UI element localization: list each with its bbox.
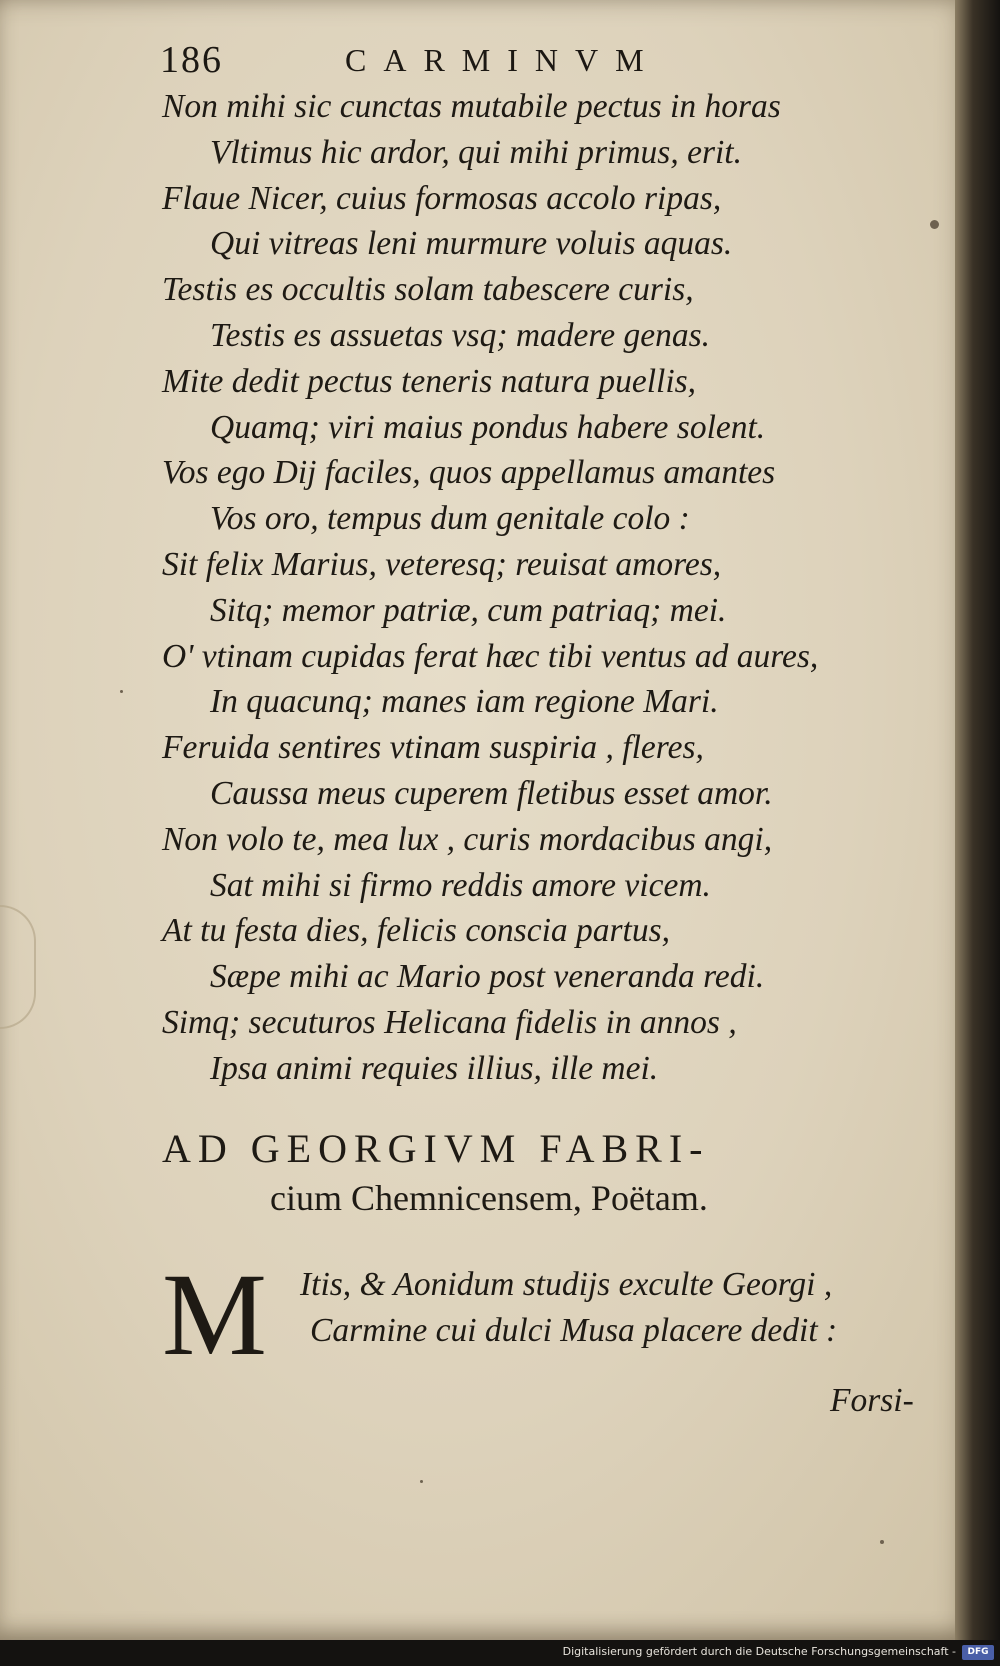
book-gutter — [955, 0, 1000, 1640]
dfg-logo: DFG — [962, 1645, 994, 1660]
poem-line: Vos oro, tempus dum genitale colo : — [210, 500, 690, 538]
poem-line: At tu festa dies, felicis conscia partus, — [162, 912, 671, 950]
poem-line: Sit felix Marius, veteresq; reuisat amores, — [162, 545, 722, 583]
paper-fleck — [930, 220, 939, 229]
poem-line: Caussa meus cuperem fletibus esset amor. — [210, 774, 773, 812]
page-tab-mark — [0, 905, 36, 1029]
poem-line: Vos ego Dij faciles, quos appellamus amantes — [162, 454, 776, 492]
digitization-footer — [0, 1640, 1000, 1666]
paper-fleck — [420, 1480, 423, 1483]
drop-cap: M — [162, 1249, 267, 1380]
page-header — [160, 38, 720, 81]
next-poem-line-1: Itis, & Aonidum studijs exculte Georgi , — [300, 1266, 833, 1303]
poem-line: Feruida sentires vtinam suspiria , fleres, — [162, 729, 704, 767]
running-head: CARMINVM — [345, 42, 661, 78]
poem-line: Sitq; memor patriæ, cum patriaq; mei. — [210, 591, 727, 629]
poem-line: Qui vitreas leni murmure voluis aquas. — [210, 225, 733, 263]
poem-line: Vltimus hic ardor, qui mihi primus, erit. — [210, 133, 742, 171]
poem-body — [162, 84, 902, 1092]
poem-line: Flaue Nicer, cuius formosas accolo ripas, — [162, 179, 722, 217]
poem-line: In quacunq; manes iam regione Mari. — [210, 683, 719, 721]
next-poem-opening — [162, 1249, 922, 1382]
next-poem-line-2: Carmine cui dulci Musa placere dedit : — [310, 1312, 838, 1349]
page-number: 186 — [160, 39, 223, 81]
poem-line: Testis es occultis solam tabescere curis, — [162, 271, 694, 309]
poem-line: Sat mihi si firmo reddis amore vicem. — [210, 866, 711, 904]
poem-line: Quamq; viri maius pondus habere solent. — [210, 408, 766, 446]
paper-fleck — [880, 1540, 884, 1544]
poem-line: Testis es assuetas vsq; madere genas. — [210, 316, 710, 354]
paper-fleck — [120, 690, 123, 693]
poem-line: Non mihi sic cunctas mutabile pectus in horas — [162, 88, 781, 125]
poem-line: Non volo te, mea lux , curis mordacibus angi, — [162, 820, 773, 858]
poem-line: Mite dedit pectus teneris natura puellis, — [162, 362, 697, 400]
poem-line: Ipsa animi requies illius, ille mei. — [210, 1049, 659, 1087]
poem-line: Simq; secuturos Helicana fidelis in annos , — [162, 1003, 737, 1041]
section-title-line-2: cium Chemnicensem, Poëtam. — [270, 1178, 708, 1218]
funding-credit: Digitalisierung gefördert durch die Deutsche Forschungsgemeinschaft - — [562, 1645, 956, 1658]
section-title-line-1: AD GEORGIVM FABRI- — [162, 1126, 710, 1171]
section-title — [162, 1125, 922, 1219]
poem-line: O' vtinam cupidas ferat hæc tibi ventus ad aures, — [162, 637, 819, 675]
poem-line: Sæpe mihi ac Mario post veneranda redi. — [210, 958, 765, 996]
catchword: Forsi- — [830, 1382, 914, 1419]
